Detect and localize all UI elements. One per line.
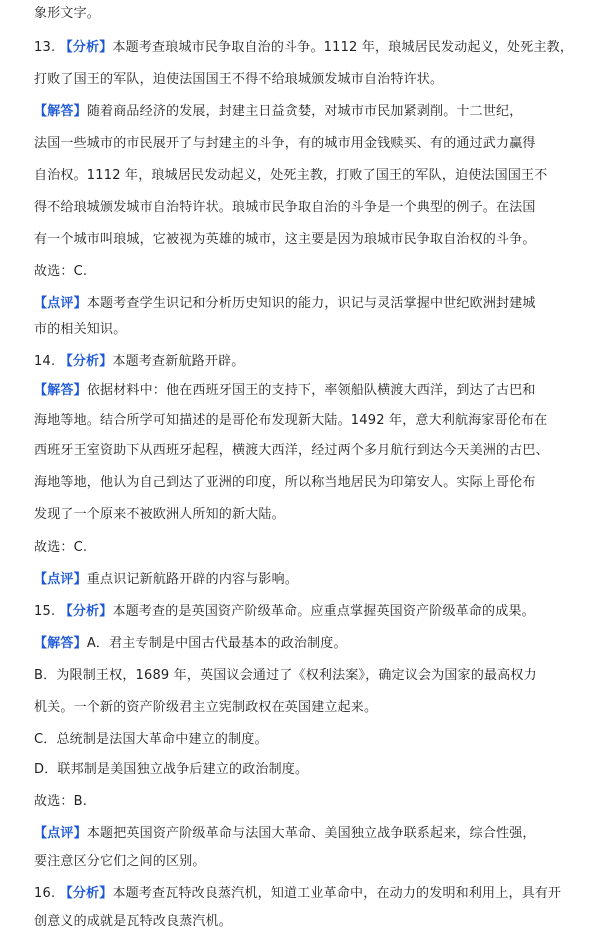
comment-tag: 【点评】 (34, 296, 87, 311)
solution-tag: 【解答】 (34, 104, 87, 119)
solution-tag: 【解答】 (34, 636, 87, 651)
analysis-tag: 【分析】 (59, 604, 113, 619)
text-line: 海地等地，他认为自己到达了亚洲的印度，所以称当地居民为印第安人。实际上哥伦布 (34, 475, 536, 490)
text-line: 创意义的成就是瓦特改良蒸汽机。 (34, 914, 233, 929)
text-line: 西班牙王室资助下从西班牙起程，横渡大西洋，经过两个多月航行到达今天美洲的古巴、 (34, 443, 549, 458)
text-line: 有一个城市叫琅城，它被视为英雄的城市，这主要是因为琅城市民争取自治权的斗争。 (34, 232, 536, 247)
q15-solution: 【解答】A．君主专制是中国古代最基本的政治制度。 (34, 636, 347, 651)
comment-tag: 【点评】 (34, 572, 87, 587)
text-line: 打败了国王的军队，迫使法国国王不得不给琅城颁发城市自治特许状。 (34, 72, 444, 87)
analysis-tag: 【分析】 (59, 886, 113, 901)
text-line: B．为限制王权，1689 年，英国议会通过了《权利法案》，确定议会为国家的最高权力 (34, 668, 537, 683)
answer-line: 故选：B. (34, 794, 88, 809)
q14-analysis: 14. 【分析】本题考查新航路开辟。 (34, 354, 245, 369)
text-line: 要注意区分它们之间的区别。 (34, 854, 206, 869)
text-line: 象形文字。 (34, 6, 101, 21)
text-line: 海地等地。结合所学可知描述的是哥伦布发现新大陆。1492 年，意大利航海家哥伦布在 (34, 413, 548, 428)
text-line: C．总统制是法国大革命中建立的制度。 (34, 732, 268, 747)
answer-line: 故选：C. (34, 264, 88, 279)
text-line: D．联邦制是美国独立战争后建立的政治制度。 (34, 762, 309, 777)
q13-solution: 【解答】随着商品经济的发展，封建主日益贪婪，对城市市民加紧剥削。十二世纪， (34, 104, 523, 119)
q13-comment: 【点评】本题考查学生识记和分析历史知识的能力，识记与灵活掌握中世纪欧洲封建城 (34, 296, 536, 311)
comment-tag: 【点评】 (34, 826, 87, 841)
text-line: 机关。一个新的资产阶级君主立宪制政权在英国建立起来。 (34, 700, 378, 715)
q15-comment: 【点评】本题把英国资产阶级革命与法国大革命、美国独立战争联系起来，综合性强， (34, 826, 536, 841)
text-line: 法国一些城市的市民展开了与封建主的斗争，有的城市用金钱赎买、有的通过武力赢得 (34, 136, 536, 151)
q15-analysis: 15. 【分析】本题考查的是英国资产阶级革命。应重点掌握英国资产阶级革命的成果。 (34, 604, 535, 619)
q16-analysis: 16. 【分析】本题考查瓦特改良蒸汽机，知道工业革命中，在动力的发明和利用上，具有开 (34, 886, 562, 901)
q14-solution: 【解答】依据材料中：他在西班牙国王的支持下，率领船队横渡大西洋，到达了古巴和 (34, 383, 536, 398)
q13-analysis: 13. 【分析】本题考查琅城市民争取自治的斗争。1112 年，琅城居民发动起义，处死主教， (34, 40, 574, 55)
text-line: 得不给琅城颁发城市自治特许状。琅城市民争取自治的斗争是一个典型的例子。在法国 (34, 200, 536, 215)
text-line: 发现了一个原来不被欧洲人所知的新大陆。 (34, 507, 285, 522)
text-line: 市的相关知识。 (34, 322, 127, 337)
answer-line: 故选：C. (34, 540, 88, 555)
text-line: 自治权。1112 年，琅城居民发动起义，处死主教，打败了国王的军队，迫使法国国王不 (34, 168, 548, 183)
analysis-tag: 【分析】 (59, 40, 113, 55)
q14-comment: 【点评】重点识记新航路开辟的内容与影响。 (34, 572, 299, 587)
analysis-tag: 【分析】 (59, 354, 113, 369)
solution-tag: 【解答】 (34, 383, 87, 398)
